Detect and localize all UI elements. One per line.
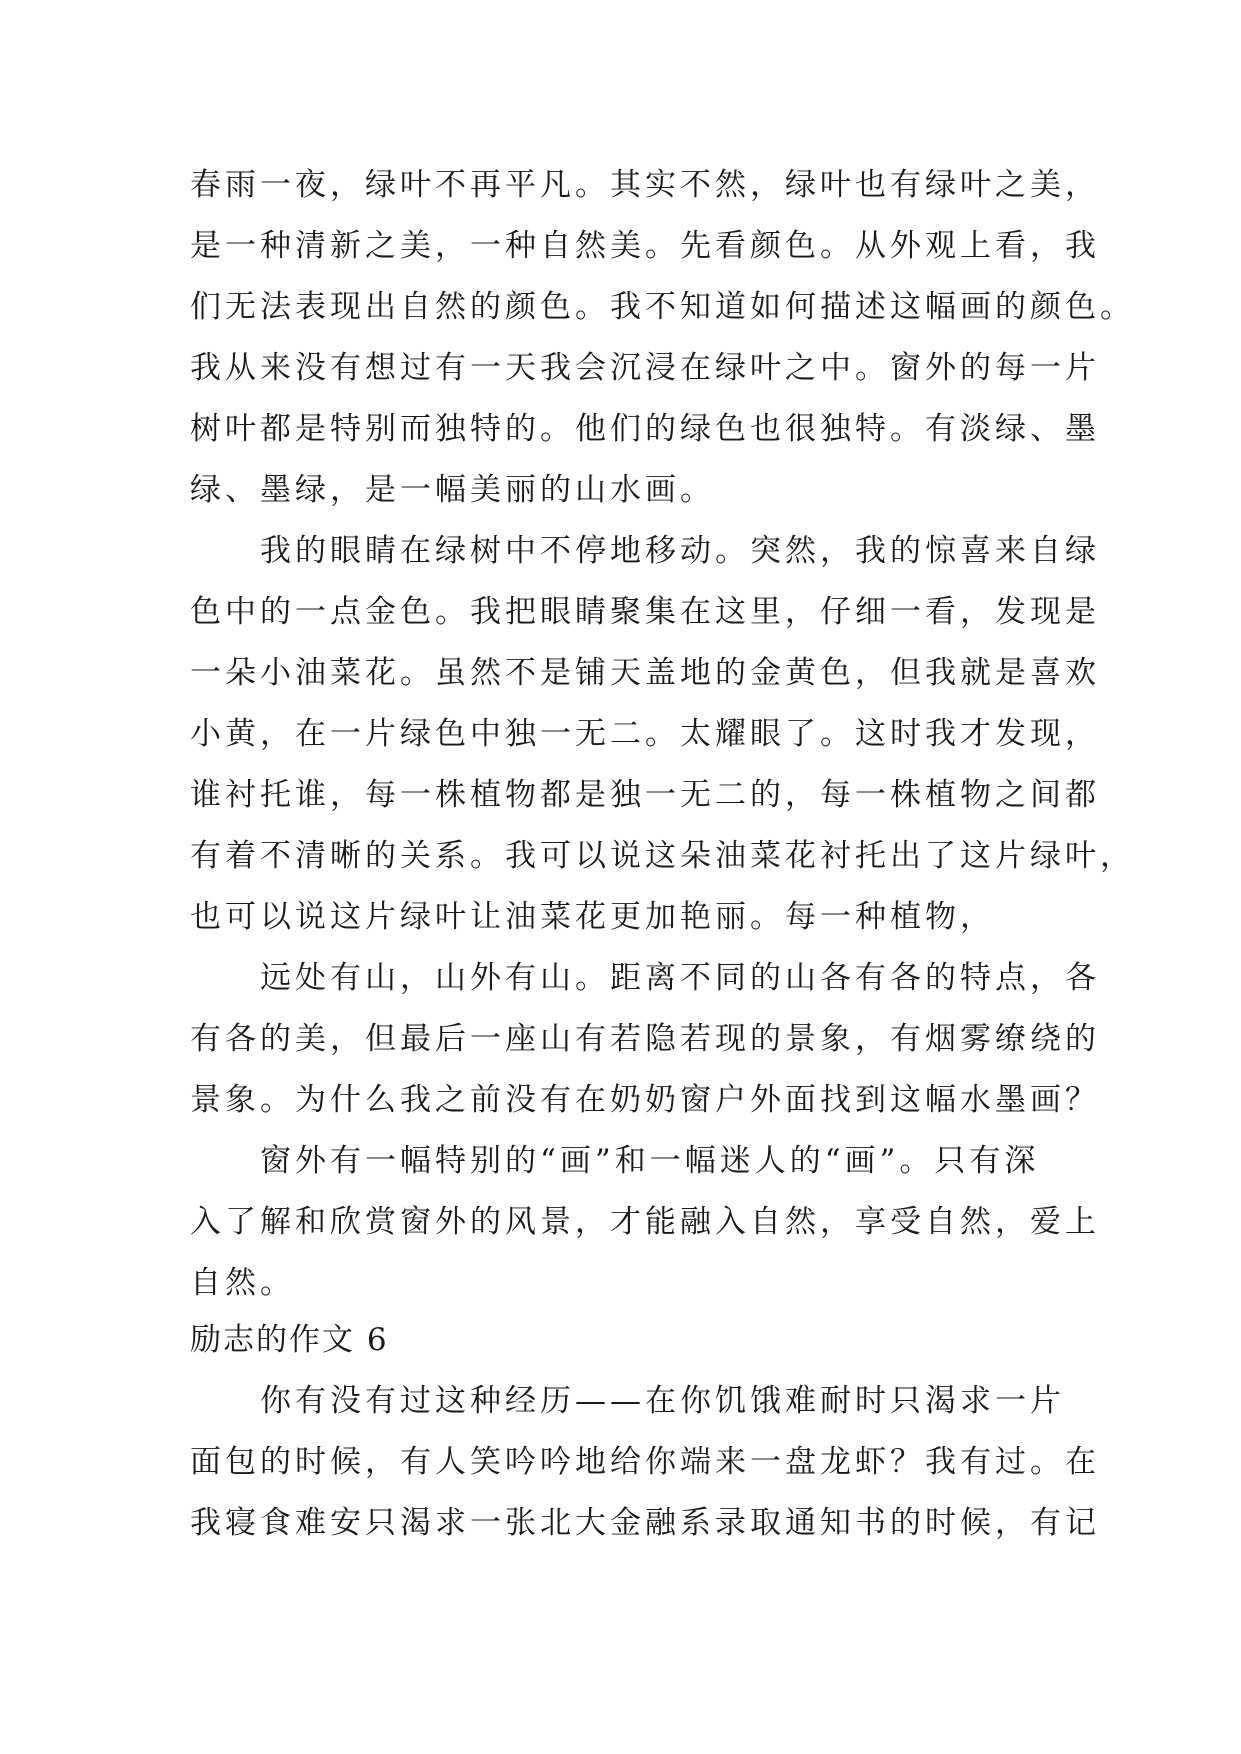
text-line: 面包的时候，有人笑吟吟地给你端来一盘龙虾？我有过。在 bbox=[190, 1444, 1100, 1480]
text-line: 小黄，在一片绿色中独一无二。太耀眼了。这时我才发现， bbox=[190, 716, 1100, 752]
text-line: 有着不清晰的关系。我可以说这朵油菜花衬托出了这片绿叶， bbox=[190, 838, 1135, 874]
text-line: 自然。 bbox=[190, 1265, 295, 1301]
text-line: 春雨一夜，绿叶不再平凡。其实不然，绿叶也有绿叶之美， bbox=[190, 167, 1100, 203]
section-title: 励志的作文 6 bbox=[190, 1322, 389, 1358]
text-line: 色中的一点金色。我把眼睛聚集在这里，仔细一看，发现是 bbox=[190, 594, 1100, 630]
text-line: 一朵小油菜花。虽然不是铺天盖地的金黄色，但我就是喜欢 bbox=[190, 655, 1100, 691]
text-line: 我的眼睛在绿树中不停地移动。突然，我的惊喜来自绿 bbox=[190, 533, 1100, 569]
text-line: 我寝食难安只渴求一张北大金融系录取通知书的时候，有记 bbox=[190, 1505, 1100, 1541]
text-line: 远处有山，山外有山。距离不同的山各有各的特点，各 bbox=[190, 960, 1100, 996]
text-line: 景象。为什么我之前没有在奶奶窗户外面找到这幅水墨画？ bbox=[190, 1082, 1100, 1118]
essay-body bbox=[190, 155, 1135, 1314]
text-line: 你有没有过这种经历——在你饥饿难耐时只渴求一片 bbox=[190, 1383, 1065, 1419]
text-line: 谁衬托谁，每一株植物都是独一无二的，每一株植物之间都 bbox=[190, 777, 1100, 813]
essay-6-body bbox=[190, 1371, 1100, 1554]
text-line: 绿、墨绿，是一幅美丽的山水画。 bbox=[190, 472, 715, 508]
text-line: 入了解和欣赏窗外的风景，才能融入自然，享受自然，爱上 bbox=[190, 1204, 1100, 1240]
text-line: 也可以说这片绿叶让油菜花更加艳丽。每一种植物， bbox=[190, 899, 995, 935]
text-line: 们无法表现出自然的颜色。我不知道如何描述这幅画的颜色。 bbox=[190, 289, 1135, 325]
text-line: 是一种清新之美，一种自然美。先看颜色。从外观上看，我 bbox=[190, 228, 1100, 264]
text-line: 窗外有一幅特别的“画”和一幅迷人的“画”。只有深 bbox=[190, 1143, 1040, 1179]
text-line: 树叶都是特别而独特的。他们的绿色也很独特。有淡绿、墨 bbox=[190, 411, 1100, 447]
text-line: 我从来没有想过有一天我会沉浸在绿叶之中。窗外的每一片 bbox=[190, 350, 1100, 386]
text-line: 有各的美，但最后一座山有若隐若现的景象，有烟雾缭绕的 bbox=[190, 1021, 1100, 1057]
